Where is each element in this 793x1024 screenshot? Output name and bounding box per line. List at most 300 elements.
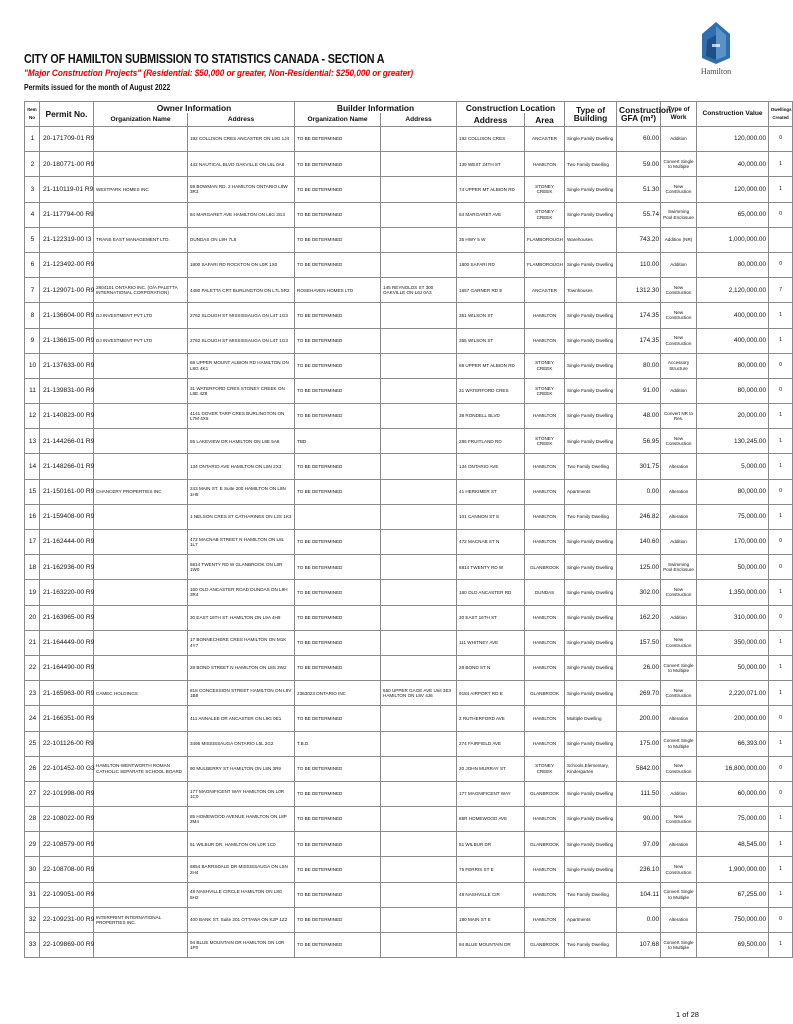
dwellings-created: 0	[769, 378, 793, 403]
building-type: Two Family Dwelling	[565, 454, 617, 479]
location-area: STONEY CREEK	[525, 353, 565, 378]
location-area: STONEY CREEK	[525, 756, 565, 781]
table-row	[25, 655, 793, 680]
permit-number: 22-101126-00 R9	[40, 731, 94, 756]
gfa-value: 60.00	[617, 127, 661, 152]
table-row	[25, 378, 793, 403]
location-area: HAMILTON	[525, 504, 565, 529]
gfa-value: 162.20	[617, 605, 661, 630]
col-owner-org: Organization Name	[94, 113, 188, 127]
construction-value: 75,000.00	[697, 504, 769, 529]
owner-organization	[94, 731, 188, 756]
builder-organization: TO BE DETERMINED	[295, 328, 381, 353]
location-address: 85R HOMEWOOD AVE	[457, 807, 525, 832]
location-area: GLANBROOK	[525, 933, 565, 958]
builder-address	[381, 706, 457, 731]
location-address: 75 FERRIS ST E	[457, 857, 525, 882]
builder-organization: TBD	[295, 429, 381, 454]
construction-value: 20,000.00	[697, 404, 769, 429]
dwellings-created: 1	[769, 933, 793, 958]
construction-value: 2,120,000.00	[697, 278, 769, 303]
permit-number: 22-108708-00 R9	[40, 857, 94, 882]
building-type: Two Family Dwelling	[565, 152, 617, 177]
col-permit: Permit No.	[40, 102, 94, 127]
builder-address	[381, 328, 457, 353]
owner-organization: 2804101 ONTARIO INC. (O/A PALETTA INTERNATIONAL CORPORATION)	[94, 278, 188, 303]
gfa-value: 91.00	[617, 378, 661, 403]
table-row	[25, 807, 793, 832]
gfa-value: 174.35	[617, 303, 661, 328]
item-number: 3	[25, 177, 40, 202]
table-row	[25, 479, 793, 504]
location-address: 28 BOND ST N	[457, 655, 525, 680]
location-address: 192 COLLISON CRES	[457, 127, 525, 152]
building-type: Single Family Dwelling	[565, 303, 617, 328]
owner-organization	[94, 530, 188, 555]
issued-month: Permits issued for the month of August 2022	[24, 83, 171, 92]
builder-address	[381, 882, 457, 907]
item-number: 8	[25, 303, 40, 328]
item-number: 33	[25, 933, 40, 958]
gfa-value: 90.00	[617, 807, 661, 832]
dwellings-created: 1	[769, 580, 793, 605]
gfa-value: 246.82	[617, 504, 661, 529]
item-number: 1	[25, 127, 40, 152]
dwellings-created: 1	[769, 832, 793, 857]
dwellings-created: 1	[769, 404, 793, 429]
work-type: Addition (NR)	[661, 227, 697, 252]
location-area: HAMILTON	[525, 630, 565, 655]
construction-value: 80,000.00	[697, 479, 769, 504]
location-address: 286 FRUITLAND RD	[457, 429, 525, 454]
table-row	[25, 353, 793, 378]
table-row	[25, 605, 793, 630]
table-row	[25, 781, 793, 806]
dwellings-created: 0	[769, 202, 793, 227]
col-loc-address: Address	[457, 113, 525, 127]
construction-value: 75,000.00	[697, 807, 769, 832]
permit-number: 21-166351-00 R9	[40, 706, 94, 731]
owner-address: 2762 SLOUGH ST MISSISSAUGA ON L4T 1G3	[188, 303, 295, 328]
col-value: Construction Value	[697, 102, 769, 127]
owner-address: 84 MARGARET AVE HAMILTON ON L8G 3G3	[188, 202, 295, 227]
table-row	[25, 530, 793, 555]
table-row	[25, 227, 793, 252]
permit-number: 22-101452-00 G3	[40, 756, 94, 781]
owner-address: 6854 BARRSDALE DR MISSISSAUGA ON L5N 2H4	[188, 857, 295, 882]
owner-address: 68 UPPER MOUNT ALBION RD HAMILTON ON L8G 4K1	[188, 353, 295, 378]
work-type: Swimming Pool Enclosure	[661, 202, 697, 227]
construction-value: 5,000.00	[697, 454, 769, 479]
builder-address	[381, 580, 457, 605]
owner-address: 90 MULBERRY ST HAMILTON ON L8N 3R9	[188, 756, 295, 781]
builder-organization: TO BE DETERMINED	[295, 907, 381, 932]
owner-organization	[94, 152, 188, 177]
building-type: Single Family Dwelling	[565, 832, 617, 857]
gfa-value: 1312.30	[617, 278, 661, 303]
builder-organization: TO BE DETERMINED	[295, 756, 381, 781]
owner-address: 243 MAIN ST. E Suite 200 HAMILTON ON L8N 1H5	[188, 479, 295, 504]
building-type: Single Family Dwelling	[565, 530, 617, 555]
table-row	[25, 681, 793, 706]
owner-organization	[94, 429, 188, 454]
page-title: CITY OF HAMILTON SUBMISSION TO STATISTICS CANADA - SECTION A	[24, 52, 385, 66]
item-number: 14	[25, 454, 40, 479]
gfa-value: 48.00	[617, 404, 661, 429]
table-row	[25, 933, 793, 958]
work-type: New Construction	[661, 630, 697, 655]
building-type: Single Family Dwelling	[565, 731, 617, 756]
owner-address: 6814 TWENTY RD W GLANBROOK ON L0R 1W0	[188, 555, 295, 580]
location-address: 35 HWY 5 W	[457, 227, 525, 252]
location-area: HAMILTON	[525, 882, 565, 907]
table-row	[25, 731, 793, 756]
table-row	[25, 555, 793, 580]
owner-organization	[94, 127, 188, 152]
location-area: STONEY CREEK	[525, 429, 565, 454]
location-area: STONEY CREEK	[525, 378, 565, 403]
gfa-value: 26.00	[617, 655, 661, 680]
location-address: 84 MARGARET AVE	[457, 202, 525, 227]
owner-organization	[94, 404, 188, 429]
builder-address	[381, 832, 457, 857]
item-number: 15	[25, 479, 40, 504]
builder-organization: TO BE DETERMINED	[295, 252, 381, 277]
location-address: 101 CANNON ST E	[457, 504, 525, 529]
work-type: New Construction	[661, 681, 697, 706]
permits-table	[24, 101, 793, 958]
owner-address: DUNDAS ON L9H 7L8	[188, 227, 295, 252]
permit-number: 20-180771-00 R9	[40, 152, 94, 177]
gfa-value: 56.95	[617, 429, 661, 454]
permit-number: 21-150161-00 R9	[40, 479, 94, 504]
owner-address: 55 LAKEVIEW DR HAMILTON ON L8E 5A8	[188, 429, 295, 454]
location-area: FLAMBOROUGH	[525, 252, 565, 277]
col-builder-address: Address	[381, 113, 457, 127]
table-row	[25, 756, 793, 781]
location-address: 111 WHITNEY AVE	[457, 630, 525, 655]
builder-address	[381, 454, 457, 479]
dwellings-created: 1	[769, 630, 793, 655]
building-type: Single Family Dwelling	[565, 857, 617, 882]
work-type: Swimming Pool Enclosure	[661, 555, 697, 580]
construction-value: 130,245.00	[697, 429, 769, 454]
location-address: 134 ONTARIO AVE	[457, 454, 525, 479]
item-number: 27	[25, 781, 40, 806]
builder-address	[381, 152, 457, 177]
table-row	[25, 882, 793, 907]
building-type: Single Family Dwelling	[565, 630, 617, 655]
permit-number: 21-129071-00 R9	[40, 278, 94, 303]
gfa-value: 5842.00	[617, 756, 661, 781]
dwellings-created: 1	[769, 152, 793, 177]
builder-address	[381, 933, 457, 958]
permit-number: 21-136604-00 R9	[40, 303, 94, 328]
table-row	[25, 429, 793, 454]
dwellings-created: 1	[769, 681, 793, 706]
location-address: 2 RUTHERFORD AVE	[457, 706, 525, 731]
gfa-value: 111.50	[617, 781, 661, 806]
owner-organization	[94, 933, 188, 958]
gfa-value: 302.00	[617, 580, 661, 605]
col-work: Type of Work	[661, 102, 697, 127]
work-type: Alteration	[661, 832, 697, 857]
construction-value: 750,000.00	[697, 907, 769, 932]
work-type: New Construction	[661, 807, 697, 832]
permit-number: 21-136615-00 R9	[40, 328, 94, 353]
work-type: Convert Single to Multiple	[661, 152, 697, 177]
builder-organization: TO BE DETERMINED	[295, 530, 381, 555]
builder-address	[381, 479, 457, 504]
owner-organization: HAMILTON-WENTWORTH ROMAN CATHOLIC SEPARATE SCHOOL BOARD	[94, 756, 188, 781]
col-dwellings: Dwellings Created	[769, 102, 793, 127]
owner-address: 85 HOMEWOOD AVENUE HAMILTON ON L8P 2M4	[188, 807, 295, 832]
gfa-value: 55.74	[617, 202, 661, 227]
owner-address: 51 WILBUR DR. HAMILTON ON L0R 1C0	[188, 832, 295, 857]
location-area: HAMILTON	[525, 404, 565, 429]
item-number: 20	[25, 605, 40, 630]
col-builder-group: Builder Information	[295, 102, 457, 114]
dwellings-created: 0	[769, 530, 793, 555]
item-number: 18	[25, 555, 40, 580]
permit-number: 21-162444-00 R9	[40, 530, 94, 555]
dwellings-created: 0	[769, 781, 793, 806]
owner-organization	[94, 655, 188, 680]
owner-address: 30 EAST 16TH ST. HAMILTON ON L9A 4H9	[188, 605, 295, 630]
gfa-value: 175.00	[617, 731, 661, 756]
builder-organization: TO BE DETERMINED	[295, 127, 381, 152]
table-row	[25, 580, 793, 605]
construction-value: 65,000.00	[697, 202, 769, 227]
builder-address	[381, 202, 457, 227]
gfa-value: 200.00	[617, 706, 661, 731]
table-row	[25, 907, 793, 932]
permit-number: 21-139831-00 R9	[40, 378, 94, 403]
dwellings-created: 0	[769, 907, 793, 932]
construction-value: 170,000.00	[697, 530, 769, 555]
table-row	[25, 454, 793, 479]
location-address: 51 WILBUR DR	[457, 832, 525, 857]
builder-address	[381, 429, 457, 454]
location-address: 177 MAGNIFICENT WAY	[457, 781, 525, 806]
permit-number: 22-109051-00 R9	[40, 882, 94, 907]
construction-value: 80,000.00	[697, 378, 769, 403]
dwellings-created: 7	[769, 278, 793, 303]
owner-address: 4480 PALETTA CRT BURLINGTON ON L7L 5R2	[188, 278, 295, 303]
construction-value: 67,255.00	[697, 882, 769, 907]
gfa-value: 174.35	[617, 328, 661, 353]
construction-value: 1,900,000.00	[697, 857, 769, 882]
location-address: 94 BLUE MOUNTAIN DR	[457, 933, 525, 958]
construction-value: 50,000.00	[697, 555, 769, 580]
permit-number: 21-144266-01 R9	[40, 429, 94, 454]
work-type: Accessory Structure	[661, 353, 697, 378]
item-number: 28	[25, 807, 40, 832]
work-type: Addition	[661, 605, 697, 630]
construction-value: 350,000.00	[697, 630, 769, 655]
item-number: 30	[25, 857, 40, 882]
permit-number: 21-123492-00 R9	[40, 252, 94, 277]
item-number: 7	[25, 278, 40, 303]
location-area: HAMILTON	[525, 706, 565, 731]
item-number: 16	[25, 504, 40, 529]
building-type: Apartments	[565, 907, 617, 932]
location-address: 6814 TWENTY RD W	[457, 555, 525, 580]
item-number: 32	[25, 907, 40, 932]
dwellings-created: 0	[769, 706, 793, 731]
dwellings-created: 0	[769, 479, 793, 504]
work-type: New Construction	[661, 278, 697, 303]
location-area: HAMILTON	[525, 530, 565, 555]
owner-address: 28 BOND STREET N HAMILTON ON L8S 3W2	[188, 655, 295, 680]
item-number: 6	[25, 252, 40, 277]
dwellings-created: 1	[769, 429, 793, 454]
builder-address	[381, 378, 457, 403]
building-type: Single Family Dwelling	[565, 655, 617, 680]
item-number: 9	[25, 328, 40, 353]
permit-number: 22-108579-00 R9	[40, 832, 94, 857]
owner-organization: CAMEC HOLDINGS	[94, 681, 188, 706]
permit-number: 21-164490-00 R9	[40, 655, 94, 680]
gfa-value: 104.11	[617, 882, 661, 907]
builder-organization: TO BE DETERMINED	[295, 933, 381, 958]
owner-organization	[94, 580, 188, 605]
construction-value: 2,220,071.00	[697, 681, 769, 706]
gfa-value: 0.00	[617, 907, 661, 932]
work-type: Addition	[661, 781, 697, 806]
permit-number: 21-110119-01 R9	[40, 177, 94, 202]
work-type: Alteration	[661, 504, 697, 529]
owner-address: 17 BONNECHERE CRES HAMILTON ON M1K 4Y7	[188, 630, 295, 655]
builder-address	[381, 252, 457, 277]
table-row	[25, 857, 793, 882]
col-item: Item No	[25, 102, 40, 127]
builder-address	[381, 530, 457, 555]
location-address: 38 RONDELL BLVD	[457, 404, 525, 429]
location-area: FLAMBOROUGH	[525, 227, 565, 252]
builder-organization: TO BE DETERMINED	[295, 479, 381, 504]
location-area: HAMILTON	[525, 152, 565, 177]
table-row	[25, 303, 793, 328]
owner-organization: INTERPRINT INTERNATIONAL PROPERTIES INC.	[94, 907, 188, 932]
construction-value: 1,000,000.00	[697, 227, 769, 252]
item-number: 12	[25, 404, 40, 429]
owner-organization: CHANCERY PROPERTIES INC	[94, 479, 188, 504]
item-number: 31	[25, 882, 40, 907]
owner-organization: WESTPARK HOMES INC	[94, 177, 188, 202]
table-row	[25, 127, 793, 152]
construction-value: 80,000.00	[697, 252, 769, 277]
work-type: Alteration	[661, 454, 697, 479]
col-location-group: Construction Location	[457, 102, 565, 114]
building-type: Single Family Dwelling	[565, 177, 617, 202]
location-address: 472 MACNAB ST N	[457, 530, 525, 555]
col-owner-address: Address	[188, 113, 295, 127]
building-type: Single Family Dwelling	[565, 378, 617, 403]
builder-organization: TO BE DETERMINED	[295, 303, 381, 328]
col-owner-group: Owner Information	[94, 102, 295, 114]
location-address: 41 HERKIMER ST	[457, 479, 525, 504]
construction-value: 310,000.00	[697, 605, 769, 630]
permit-number: 21-137633-00 R9	[40, 353, 94, 378]
permit-number: 21-117794-00 R9	[40, 202, 94, 227]
building-type: Single Family Dwelling	[565, 353, 617, 378]
table-row	[25, 177, 793, 202]
construction-value: 40,000.00	[697, 152, 769, 177]
table-row	[25, 706, 793, 731]
dwellings-created: 1	[769, 303, 793, 328]
construction-value: 120,000.00	[697, 177, 769, 202]
construction-value: 80,000.00	[697, 353, 769, 378]
construction-value: 50,000.00	[697, 655, 769, 680]
construction-value: 1,350,000.00	[697, 580, 769, 605]
building-type: Single Family Dwelling	[565, 807, 617, 832]
builder-organization: 2363023 ONTARIO INC	[295, 681, 381, 706]
table-row	[25, 404, 793, 429]
item-number: 25	[25, 731, 40, 756]
owner-address: 411 ANNALEE DR ANCASTER ON L9G 0E1	[188, 706, 295, 731]
builder-organization	[295, 504, 381, 529]
location-area: GLANBROOK	[525, 555, 565, 580]
location-address: 9184 AIRPORT RD E	[457, 681, 525, 706]
builder-organization: TO BE DETERMINED	[295, 454, 381, 479]
location-area: HAMILTON	[525, 479, 565, 504]
builder-address	[381, 655, 457, 680]
location-address: 48 NASHVILLE CIR	[457, 882, 525, 907]
construction-value: 48,545.00	[697, 832, 769, 857]
builder-address	[381, 630, 457, 655]
location-area: ANCASTER	[525, 127, 565, 152]
col-builder-org: Organization Name	[295, 113, 381, 127]
building-type: Single Family Dwelling	[565, 555, 617, 580]
permit-number: 22-108022-00 R9	[40, 807, 94, 832]
builder-organization: TO BE DETERMINED	[295, 857, 381, 882]
item-number: 4	[25, 202, 40, 227]
work-type: Addition	[661, 530, 697, 555]
item-number: 2	[25, 152, 40, 177]
work-type: New Construction	[661, 177, 697, 202]
builder-address	[381, 555, 457, 580]
dwellings-created: 1	[769, 857, 793, 882]
work-type: Convert Single to Multiple	[661, 731, 697, 756]
owner-organization	[94, 202, 188, 227]
builder-organization: TO BE DETERMINED	[295, 882, 381, 907]
col-area: Area	[525, 113, 565, 127]
item-number: 29	[25, 832, 40, 857]
building-type: Single Family Dwelling	[565, 202, 617, 227]
building-type: Single Family Dwelling	[565, 328, 617, 353]
col-gfa: Construction GFA (m²)	[617, 102, 661, 127]
builder-address: 550 UPPER GAGE AVE Unit 3E3 HAMILTON ON L8V 4J6	[381, 681, 457, 706]
builder-address	[381, 227, 457, 252]
builder-address	[381, 807, 457, 832]
location-area: HAMILTON	[525, 328, 565, 353]
builder-organization: TO BE DETERMINED	[295, 378, 381, 403]
builder-organization: TO BE DETERMINED	[295, 580, 381, 605]
location-area: HAMILTON	[525, 731, 565, 756]
gfa-value: 110.00	[617, 252, 661, 277]
builder-organization: ROSEHAVEN HOMES LTD	[295, 278, 381, 303]
dwellings-created: 1	[769, 454, 793, 479]
location-address: 1657 GARNER RD E	[457, 278, 525, 303]
building-type: Two Family Dwelling	[565, 504, 617, 529]
owner-address: 818 CONCESSION STREET HAMILTON ON L8V 1B8	[188, 681, 295, 706]
table-row	[25, 202, 793, 227]
dwellings-created: 0	[769, 252, 793, 277]
building-type: Schools,Elementary, Kindergarten	[565, 756, 617, 781]
owner-organization	[94, 605, 188, 630]
gfa-value: 140.60	[617, 530, 661, 555]
